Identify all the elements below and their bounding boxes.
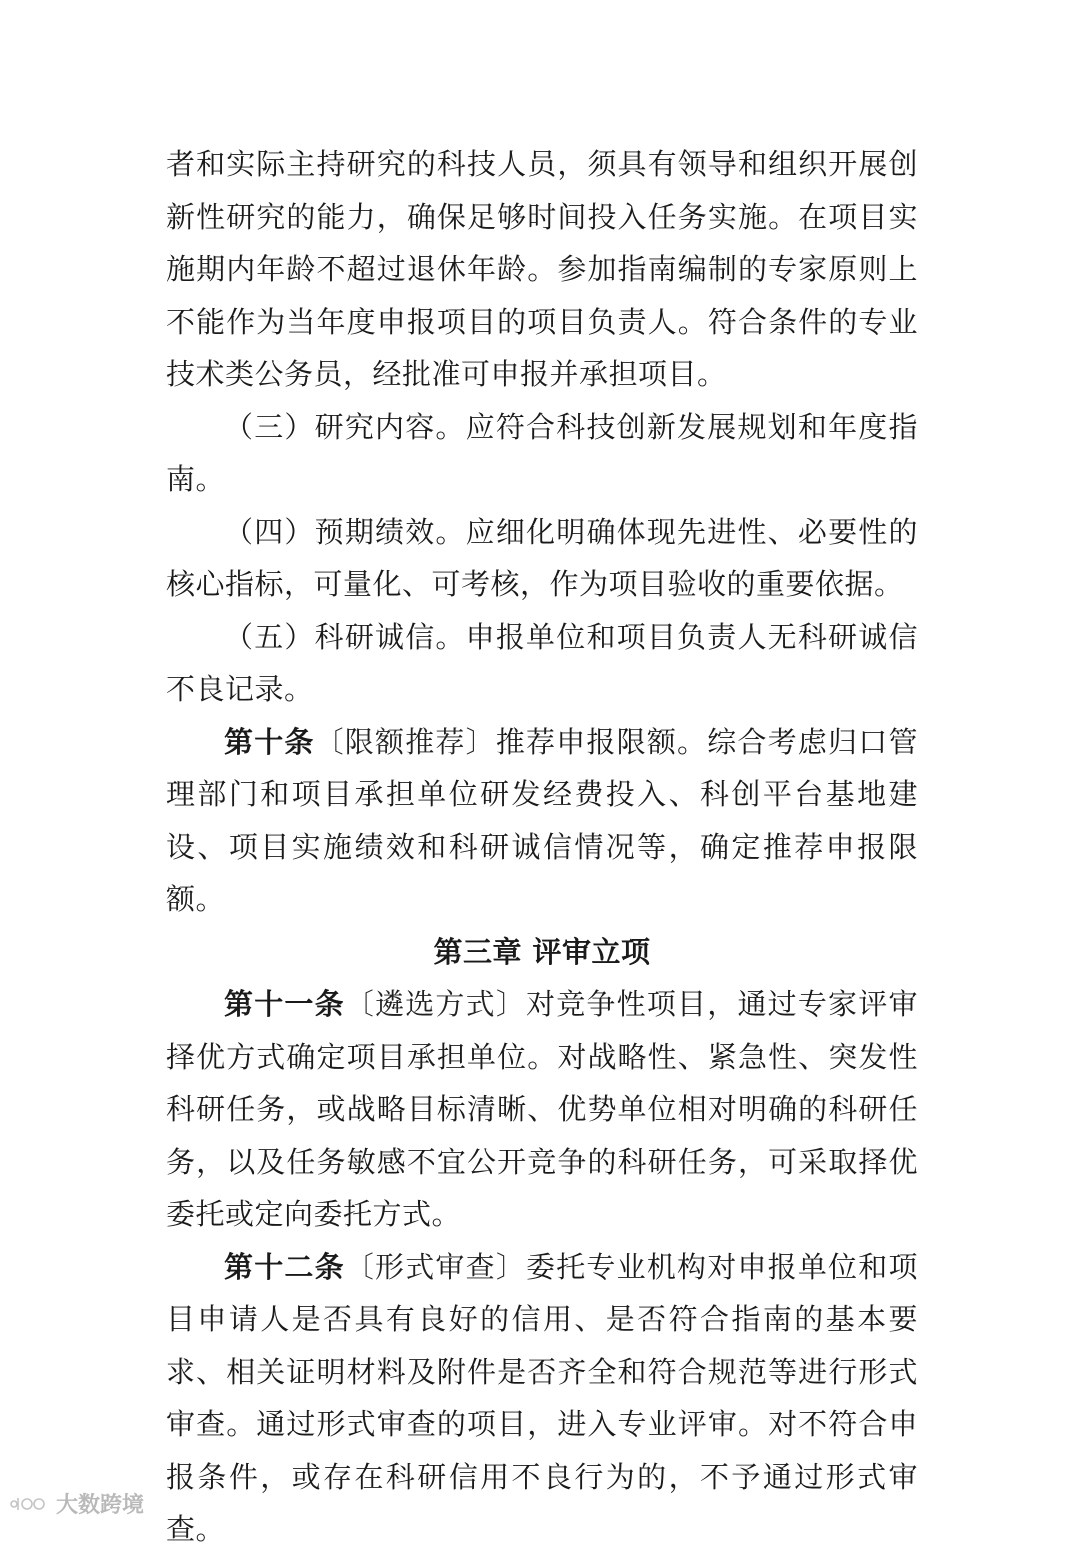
paragraph-research-integrity: （五）科研诚信。申报单位和项目负责人无科研诚信不良记录。 xyxy=(166,619,918,706)
paragraph-expected-performance: （四）预期绩效。应细化明确体现先进性、必要性的核心指标，可量化、可考核，作为项目验收的重要依据。 xyxy=(166,514,918,601)
article-10-title: 第十条 xyxy=(224,724,315,759)
article-10 xyxy=(166,716,918,926)
article-11-title: 第十一条 xyxy=(224,987,345,1021)
article-12-title: 第十二条 xyxy=(224,1249,345,1284)
document-body xyxy=(166,138,918,1556)
ideal-logo-icon xyxy=(8,1493,52,1515)
article-12-tag: 〔形式审查〕 xyxy=(344,1249,527,1284)
chapter-heading: 第三章 评审立项 xyxy=(433,934,651,969)
article-12-body: 委托专业机构对申报单位和项目申请人是否具有良好的信用、是否符合指南的基本要求、相关证明材料及附件是否齐全和符合规范等进行形式审查。通过形式审查的项目，进入专业评审。对不符合申报条件，或存在科研信用不良行为的，不予通过形式审查。 xyxy=(166,1249,918,1546)
article-10-tag: 〔限额推荐〕 xyxy=(314,724,496,759)
article-10-body: 推荐申报限额。综合考虑归口管理部门和项目承担单位研发经费投入、科创平台基地建设、项目实施绩效和科研诚信情况等，确定推荐申报限额。 xyxy=(166,724,918,916)
article-11-tag: 〔遴选方式〕 xyxy=(344,987,527,1021)
watermark-text: 大数跨境 xyxy=(56,1493,145,1518)
article-12 xyxy=(166,1241,918,1556)
watermark xyxy=(8,1488,144,1519)
article-11 xyxy=(166,978,918,1241)
article-11-body: 对竞争性项目，通过专家评审择优方式确定项目承担单位。对战略性、紧急性、突发性科研任务，或战略目标清晰、优势单位相对明确的科研任务，以及任务敏感不宜公开竞争的科研任务，可采取择优委托或定向委托方式。 xyxy=(166,987,918,1231)
paragraph-continued: 者和实际主持研究的科技人员，须具有领导和组织开展创新性研究的能力，确保足够时间投入任务实施。在项目实施期内年龄不超过退休年龄。参加指南编制的专家原则上不能作为当年度申报项目的项目负责人。符合条件的专业技术类公务员，经批准可申报并承担项目。 xyxy=(166,147,918,391)
paragraph-research-content: （三）研究内容。应符合科技创新发展规划和年度指南。 xyxy=(166,409,918,496)
